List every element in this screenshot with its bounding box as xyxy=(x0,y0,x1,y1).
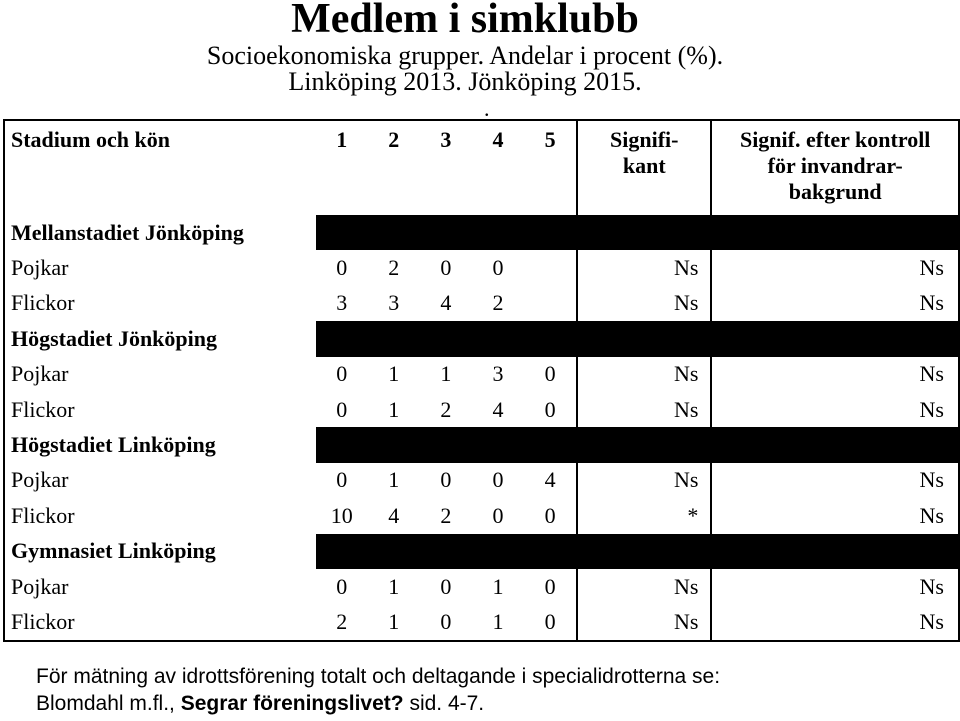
table-row xyxy=(4,498,959,533)
value-group-2: 1 xyxy=(388,467,400,493)
footnote-citation-title: Segrar föreningslivet? xyxy=(180,692,404,715)
value-group-1: 0 xyxy=(336,396,348,422)
row-label: Pojkar xyxy=(4,569,316,604)
value-group-3: 2 xyxy=(440,502,452,528)
footnote-citation-pages: sid. 4-7. xyxy=(403,692,485,715)
value-group-4: 1 xyxy=(472,604,524,640)
value-group-4: 2 xyxy=(492,290,504,316)
row-label: Pojkar xyxy=(4,250,316,285)
value-group-5 xyxy=(524,286,577,321)
row-label: Pojkar xyxy=(4,357,316,392)
value-control: Ns xyxy=(711,498,959,533)
value-group-5: 0 xyxy=(544,502,556,528)
value-group-1: 0 xyxy=(336,255,348,281)
value-group-5: 0 xyxy=(544,396,556,422)
subtitle-groups: Socioekonomiska grupper. Andelar i procent (%). xyxy=(206,41,724,70)
value-group-5: 0 xyxy=(544,573,556,599)
table-row xyxy=(4,569,959,604)
value-group-2: 1 xyxy=(368,604,420,640)
table-row xyxy=(4,286,959,321)
row-label: Flickor xyxy=(4,392,316,427)
value-control: Ns xyxy=(711,463,959,498)
value-group-1: 0 xyxy=(336,573,348,599)
value-group-5: 0 xyxy=(524,604,577,640)
table-row xyxy=(4,392,959,427)
section-row xyxy=(4,321,959,356)
value-group-2: 1 xyxy=(388,573,400,599)
value-significant: Ns xyxy=(577,250,711,285)
results-table xyxy=(3,119,960,642)
value-group-3: 0 xyxy=(440,255,452,281)
value-group-1: 0 xyxy=(336,361,348,387)
value-group-2: 1 xyxy=(388,361,400,387)
value-group-4: 1 xyxy=(492,573,504,599)
section-row xyxy=(4,534,959,569)
subtitle-places: Linköping 2013. Jönköping 2015. xyxy=(288,67,642,96)
value-group-4: 3 xyxy=(492,361,504,387)
footnote-line2 xyxy=(36,690,484,717)
section-row xyxy=(4,427,959,462)
header-group-4: 4 xyxy=(472,120,524,215)
value-group-1: 2 xyxy=(316,604,368,640)
section-label: Högstadiet Jönköping xyxy=(4,321,316,356)
header-group-2: 2 xyxy=(368,120,420,215)
page-title: Medlem i simklubb xyxy=(291,0,639,42)
value-significant: Ns xyxy=(577,569,711,604)
value-group-2: 2 xyxy=(388,255,400,281)
section-bar xyxy=(316,215,959,250)
value-group-4: 4 xyxy=(492,396,504,422)
section-label: Mellanstadiet Jönköping xyxy=(4,215,316,250)
footnote-line1: För mätning av idrottsförening totalt och deltagande i specialidrotterna se: xyxy=(36,665,721,688)
section-bar xyxy=(316,534,959,569)
header-control-line1: Signif. efter kontroll xyxy=(739,127,931,152)
value-group-5 xyxy=(524,250,577,285)
footnote-citation-authors: Blomdahl m.fl., xyxy=(36,692,181,715)
row-label: Flickor xyxy=(4,604,316,640)
value-group-2: 1 xyxy=(388,396,400,422)
value-group-3: 4 xyxy=(440,290,452,316)
header-group-3: 3 xyxy=(420,120,472,215)
value-control: Ns xyxy=(711,392,959,427)
value-group-3: 2 xyxy=(440,396,452,422)
value-group-5: 4 xyxy=(544,467,556,493)
value-group-2: 3 xyxy=(388,290,400,316)
header-control xyxy=(711,120,959,215)
value-group-4: 0 xyxy=(492,467,504,493)
value-group-1: 10 xyxy=(330,502,353,528)
section-label: Högstadiet Linköping xyxy=(4,427,316,462)
value-significant: Ns xyxy=(577,392,711,427)
section-label: Gymnasiet Linköping xyxy=(4,534,316,569)
value-control: Ns xyxy=(711,286,959,321)
section-row xyxy=(4,215,959,250)
table-row xyxy=(4,250,959,285)
row-label: Flickor xyxy=(4,498,316,533)
value-significant: Ns xyxy=(577,286,711,321)
value-group-4: 0 xyxy=(492,502,504,528)
table-row xyxy=(4,357,959,392)
value-group-3: 0 xyxy=(420,604,472,640)
value-significant: * xyxy=(577,498,711,533)
value-significant: Ns xyxy=(577,463,711,498)
value-control: Ns xyxy=(711,357,959,392)
value-group-3: 1 xyxy=(440,361,452,387)
header-significant-line1: Signifi- xyxy=(610,127,679,152)
table-header-row xyxy=(4,120,959,215)
value-significant: Ns xyxy=(577,604,711,640)
row-label: Pojkar xyxy=(4,463,316,498)
table-row xyxy=(4,604,959,640)
value-group-5: 0 xyxy=(544,361,556,387)
value-group-1: 3 xyxy=(336,290,348,316)
value-significant: Ns xyxy=(577,357,711,392)
section-bar xyxy=(316,321,959,356)
header-significant xyxy=(577,120,711,215)
section-bar xyxy=(316,427,959,462)
header-stage: Stadium och kön xyxy=(4,120,316,215)
value-group-1: 0 xyxy=(336,467,348,493)
subtitle-dot: . xyxy=(484,96,490,121)
header-significant-line2: kant xyxy=(622,153,666,178)
value-group-3: 0 xyxy=(440,573,452,599)
header-control-line2: för invandrar- xyxy=(767,153,903,178)
value-control: Ns xyxy=(711,250,959,285)
header-group-5: 5 xyxy=(524,120,577,215)
value-group-2: 4 xyxy=(388,502,400,528)
header-group-1: 1 xyxy=(316,120,368,215)
header-control-line3: bakgrund xyxy=(788,179,882,204)
value-control: Ns xyxy=(711,604,959,640)
value-group-4: 0 xyxy=(492,255,504,281)
value-group-3: 0 xyxy=(440,467,452,493)
row-label: Flickor xyxy=(4,286,316,321)
table-row xyxy=(4,463,959,498)
value-control: Ns xyxy=(711,569,959,604)
